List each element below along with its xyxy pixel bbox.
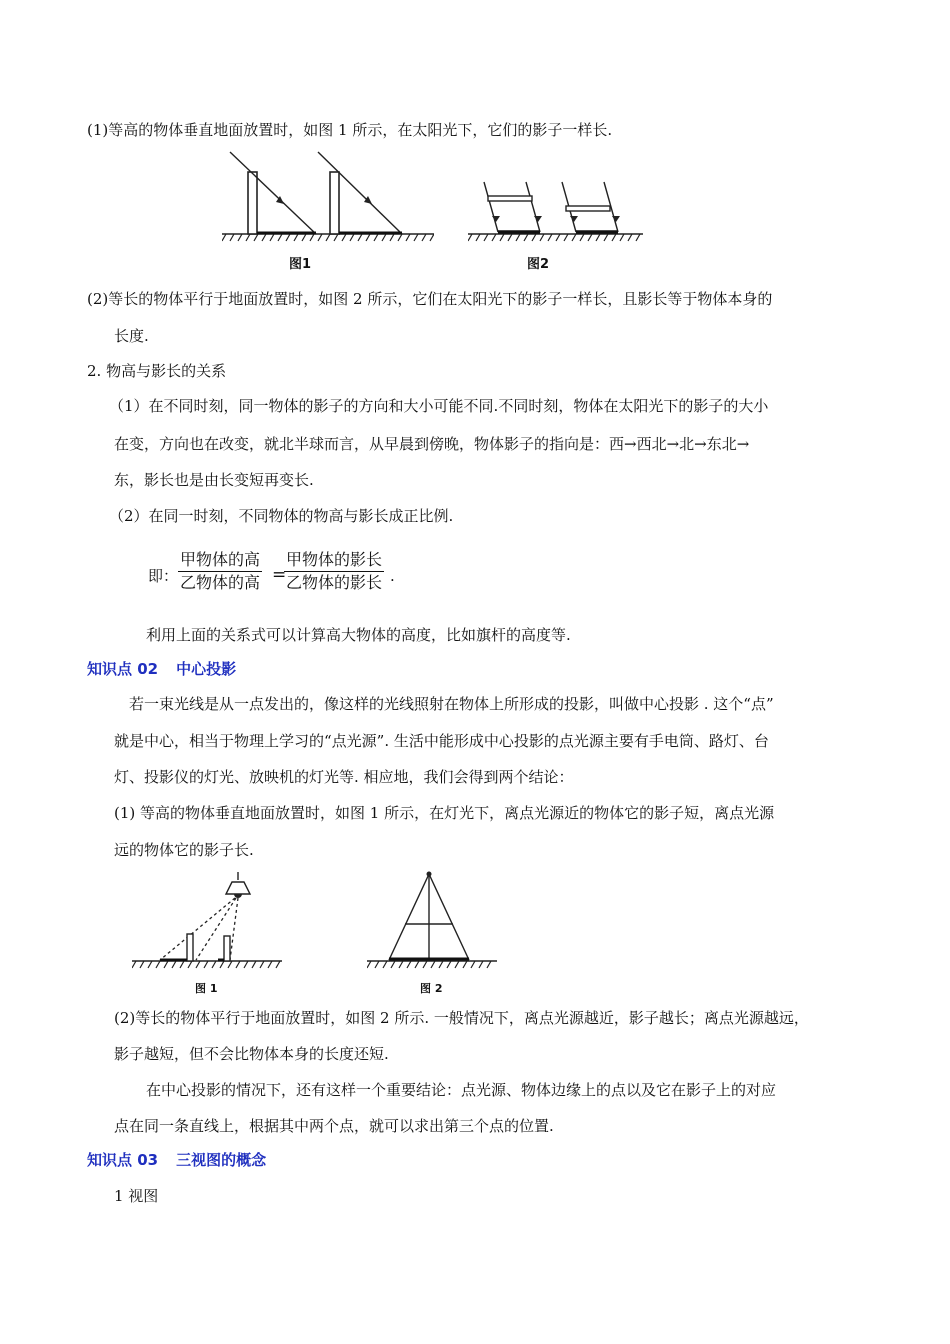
kp03-title: 三视图的概念: [176, 1151, 267, 1169]
kp03-heading: [87, 1150, 266, 1170]
parallel-item2-line1: (2)等长的物体平行于地面放置时，如图 2 所示，它们在太阳光下的影子一样长，且影长等于物体本身的: [87, 290, 773, 308]
figure-2-caption: 图2: [527, 257, 550, 272]
fraction-height-denominator: 乙物体的高: [180, 573, 261, 592]
relation-p2: （2）在同一时刻，不同物体的物高与影长成正比例.: [109, 507, 454, 525]
figure-1-caption: 图1: [289, 257, 312, 272]
formula-prefix: 即：: [148, 567, 179, 585]
kp02-heading: [87, 659, 236, 679]
kp02-item1-line2: 远的物体它的影子长.: [114, 841, 254, 859]
kp03-sub1: 1 视图: [114, 1187, 159, 1205]
fraction-shadow-numerator: 甲物体的影长: [284, 549, 384, 572]
lamp-shadow-figure-1: [132, 872, 282, 972]
kp02-conclusion-line2: 点在同一条直线上，根据其中两个点，就可以求出第三个点的位置.: [114, 1117, 554, 1135]
relation-title: 2. 物高与影长的关系: [87, 362, 227, 380]
fraction-height: [178, 549, 262, 594]
kp02-item2-line2: 影子越短，但不会比物体本身的长度还短.: [114, 1045, 389, 1063]
fraction-shadow-denominator: 乙物体的影长: [286, 573, 383, 592]
kp02-conclusion-line1: 在中心投影的情况下，还有这样一个重要结论：点光源、物体边缘上的点以及它在影子上的对应: [146, 1081, 777, 1099]
kp02-intro-line3: 灯、投影仪的灯光、放映机的灯光等. 相应地，我们会得到两个结论：: [114, 768, 574, 786]
kp03-label: 知识点 03: [87, 1151, 159, 1169]
relation-p1-line3: 东，影长也是由长变短再变长.: [114, 471, 314, 489]
fraction-shadow: [284, 549, 384, 594]
relation-p1-line1: （1）在不同时刻，同一物体的影子的方向和大小可能不同.不同时刻，物体在太阳光下的影子的大小: [109, 397, 769, 415]
kp02-item1-line1: (1) 等高的物体垂直地面放置时，如图 1 所示，在灯光下，离点光源近的物体它的影子短，离点光源: [114, 804, 775, 822]
fraction-height-numerator: 甲物体的高: [178, 549, 262, 572]
lamp-shadow-figure-2: [367, 870, 497, 972]
kp02-intro-line2: 就是中心，相当于物理上学习的“点光源”. 生活中能形成中心投影的点光源主要有手电筒、路灯、台: [114, 732, 769, 750]
formula-equals: =: [272, 565, 287, 585]
kp02-item2-line1: (2)等长的物体平行于地面放置时，如图 2 所示. 一般情况下，离点光源越近，影子越长；离点光源越远，: [114, 1009, 809, 1027]
lamp-figure-2-caption: 图 2: [420, 982, 443, 995]
formula-end: .: [390, 567, 395, 585]
sun-shadow-figure-1: [222, 150, 434, 245]
parallel-item1: (1)等高的物体垂直地面放置时，如图 1 所示，在太阳光下，它们的影子一样长.: [87, 121, 613, 139]
parallel-item2-line2: 长度.: [114, 327, 149, 345]
kp02-label: 知识点 02: [87, 660, 159, 678]
kp02-title: 中心投影: [176, 660, 237, 678]
sun-shadow-figure-2: [468, 176, 643, 244]
lamp-figure-1-caption: 图 1: [195, 982, 218, 995]
kp02-intro-line1: 若一束光线是从一点发出的，像这样的光线照射在物体上所形成的投影，叫做中心投影 . 这个“点”: [129, 695, 774, 713]
relation-note: 利用上面的关系式可以计算高大物体的高度，比如旗杆的高度等.: [146, 626, 571, 644]
relation-p1-line2: 在变，方向也在改变，就北半球而言，从早晨到傍晚，物体影子的指向是：西→西北→北→东北→: [114, 435, 750, 453]
